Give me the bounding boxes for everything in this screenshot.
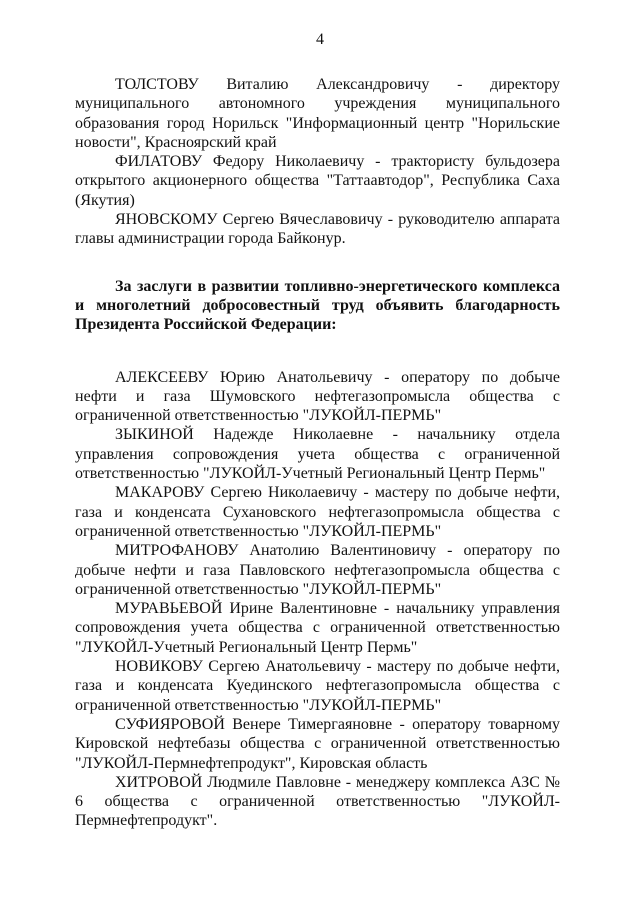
awardee-entry: ФИЛАТОВУ Федору Николаевичу - трактористу бульдозера открытого акционерного общества "Таттаавтодор", Республика Саха (Якутия) <box>75 153 560 209</box>
document-body <box>75 75 560 831</box>
section-spacer <box>75 335 560 368</box>
awardee-entry: ХИТРОВОЙ Людмиле Павловне - менеджеру комплекса АЗС № 6 общества с ограниченной ответственностью "ЛУКОЙЛ-Пермнефтепродукт". <box>75 773 560 830</box>
awardee-entry: ЗЫКИНОЙ Надежде Николаевне - начальнику отдела управления сопровождения учета общества с ограниченной ответственностью "ЛУКОЙЛ-Учетный Региональный Центр Пермь" <box>75 426 560 483</box>
awardee-entry: АЛЕКСЕЕВУ Юрию Анатольевичу - оператору по добыче нефти и газа Шумовского нефтегазопромысла общества с ограниченной ответственностью "ЛУКОЙЛ-ПЕРМЬ" <box>75 368 560 425</box>
awardee-entry: ТОЛСТОВУ Виталию Александровичу - директору муниципального автономного учреждения муниципального образования город Норильск "Информационный центр "Норильские новости", Красноярский край <box>75 76 560 151</box>
awardee-entry: НОВИКОВУ Сергею Анатольевичу - мастеру по добыче нефти, газа и конденсата Куединского нефтегазопромысла общества с ограниченной ответственностью "ЛУКОЙЛ-ПЕРМЬ" <box>75 658 560 714</box>
section-heading: За заслуги в развитии топливно-энергетического комплекса и многолетний добросовестный труд объявить благодарность Президента Российской Федерации: <box>75 277 560 334</box>
awardee-list-2 <box>75 368 560 831</box>
awardee-entry: МАКАРОВУ Сергею Николаевичу - мастеру по добыче нефти, газа и конденсата Сухановского нефтегазопромысла общества с ограниченной ответственностью "ЛУКОЙЛ-ПЕРМЬ" <box>75 484 560 540</box>
page-number: 4 <box>316 31 324 48</box>
section-spacer <box>75 249 560 277</box>
awardee-entry: СУФИЯРОВОЙ Венере Тимергаяновне - оператору товарному Кировской нефтебазы общества с ограниченной ответственностью "ЛУКОЙЛ-Пермнефтепродукт", Кировская область <box>75 715 560 772</box>
awardee-entry: ЯНОВСКОМУ Сергею Вячеславовичу - руководителю аппарата главы администрации города Байконур. <box>75 211 560 248</box>
awardee-entry: МИТРОФАНОВУ Анатолию Валентиновичу - оператору по добыче нефти и газа Павловского нефтегазопромысла общества с ограниченной ответственностью "ЛУКОЙЛ-ПЕРМЬ" <box>75 542 560 598</box>
awardee-list-1 <box>75 75 560 249</box>
awardee-entry: МУРАВЬЕВОЙ Ирине Валентиновне - начальнику управления сопровождения учета общества с ограниченной ответственностью "ЛУКОЙЛ-Учетный Региональный Центр Пермь" <box>75 600 560 656</box>
